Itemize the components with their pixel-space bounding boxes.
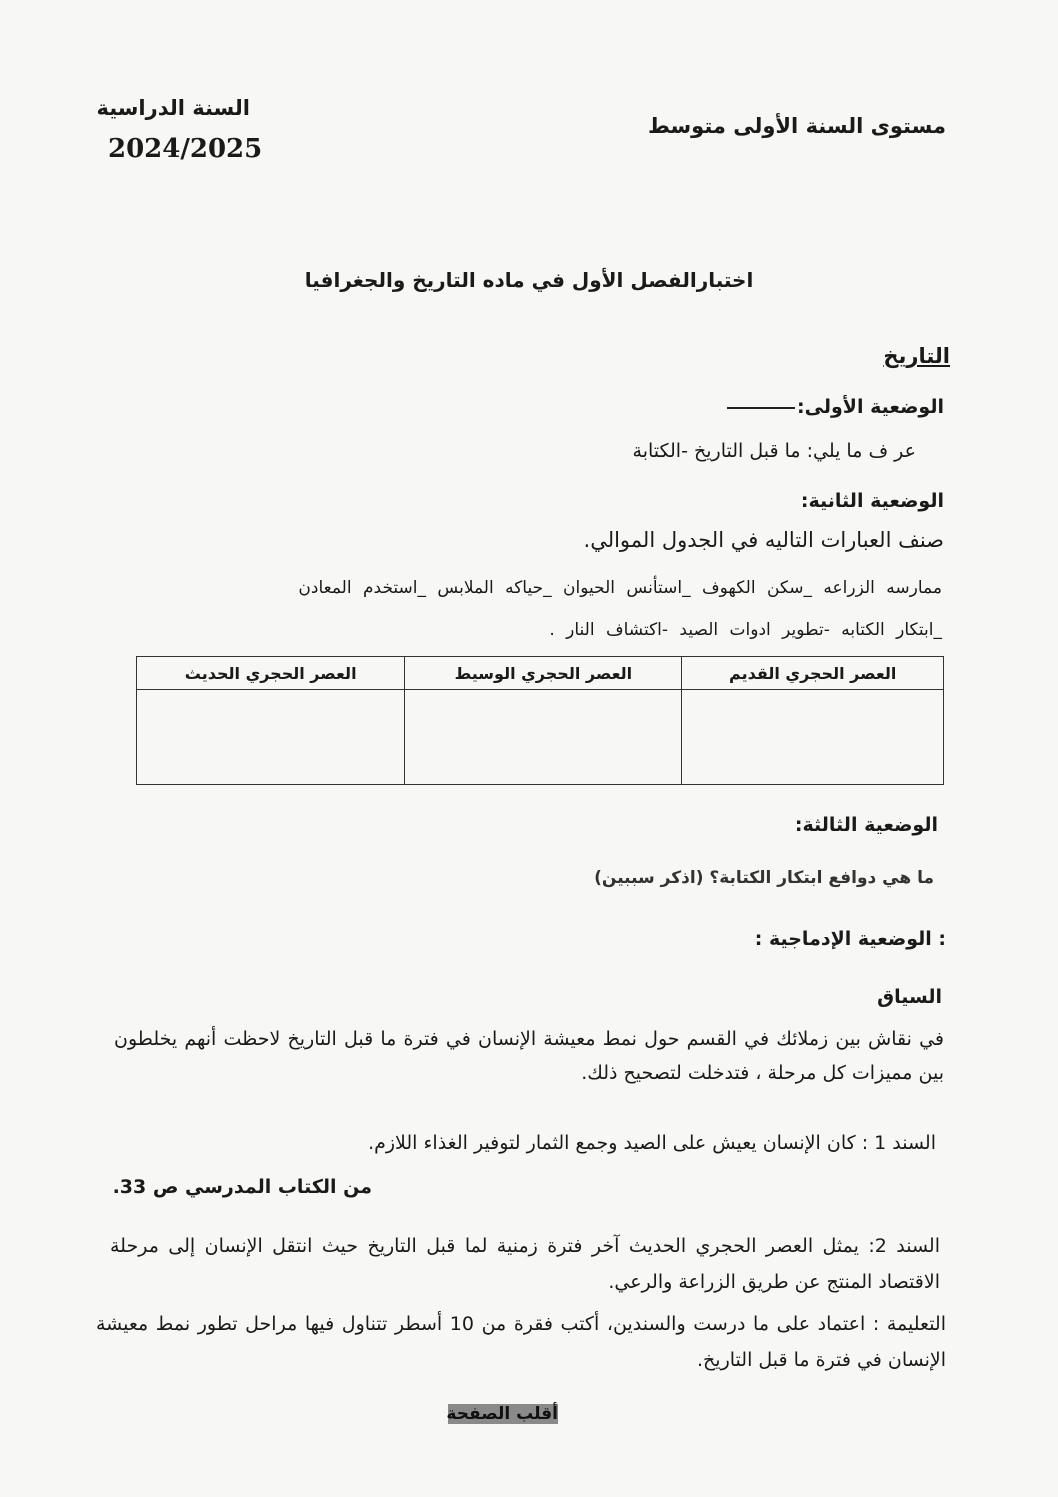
school-year-value: 2024/2025 [108,134,263,164]
table-answer-row [137,690,944,785]
terms-line-1: ممارسه الزراعه _سكن الكهوف _استأنس الحيوان _حياكه الملابس _استخدم المعادن [298,578,942,598]
situation1-title-text: الوضعية الأولى: [797,396,944,418]
document-2: السند 2: يمثل العصر الحجري الحديث آخر فترة زمنية لما قبل التاريخ حيث انتقل الإنسان إلى مرحلة الاقتصاد المنتج عن طريق الزراعة والرعي. [110,1235,940,1293]
context-text: في نقاش بين زملائك في القسم حول نمط معيشة الإنسان في فترة ما قبل التاريخ لاحظت أنهم يخلطون بين مميزات كل مرحلة ، فتدخلت لتصحيح ذلك. [114,1028,944,1084]
situation1-text: عر ف ما يلي: ما قبل التاريخ -الكتابة [632,440,916,462]
header-neolithic: العصر الحجري الحديث [137,657,405,690]
answer-cell-paleolithic [682,690,944,785]
answer-cell-neolithic [137,690,405,785]
answer-cell-mesolithic [405,690,682,785]
situation3-text: ما هي دوافع ابتكار الكتابة؟ (اذكر سببين) [594,868,934,888]
situation1-title [727,396,944,418]
exam-title: اختبارالفصل الأول في ماده التاريخ والجغرافيا [304,268,754,292]
classification-table [136,656,944,785]
turn-page-label: أقلب الصفحة [446,1404,558,1424]
header-paleolithic: العصر الحجري القديم [682,657,944,690]
situation2-title: الوضعية الثانية: [800,490,944,512]
instruction: التعليمة : اعتماد على ما درست والسندين، أكتب فقرة من 10 أسطر تتناول فيها مراحل تطور نمط معيشة الإنسان في فترة ما قبل التاريخ. [96,1313,946,1371]
title-underline-dash [727,407,795,409]
context-title: السياق [877,986,942,1008]
integration-title: : الوضعية الإدماجية : [754,928,946,950]
situation3-title: الوضعية الثالثة: [794,814,938,836]
history-heading: التاريخ [883,344,950,368]
class-level: مستوى السنة الأولى متوسط [648,114,946,138]
school-year-label: السنة الدراسية [96,96,250,120]
document-1-source: من الكتاب المدرسي ص 33. [112,1176,372,1198]
terms-line-2: _ابتكار الكتابه -تطوير ادوات الصيد -اكتشاف النار . [549,620,942,640]
table-header-row [137,657,944,690]
situation2-text: صنف العبارات التاليه في الجدول الموالي. [583,528,944,552]
header-mesolithic: العصر الحجري الوسيط [405,657,682,690]
document-1: السند 1 : كان الإنسان يعيش على الصيد وجمع الثمار لتوفير الغذاء اللازم. [368,1132,936,1154]
